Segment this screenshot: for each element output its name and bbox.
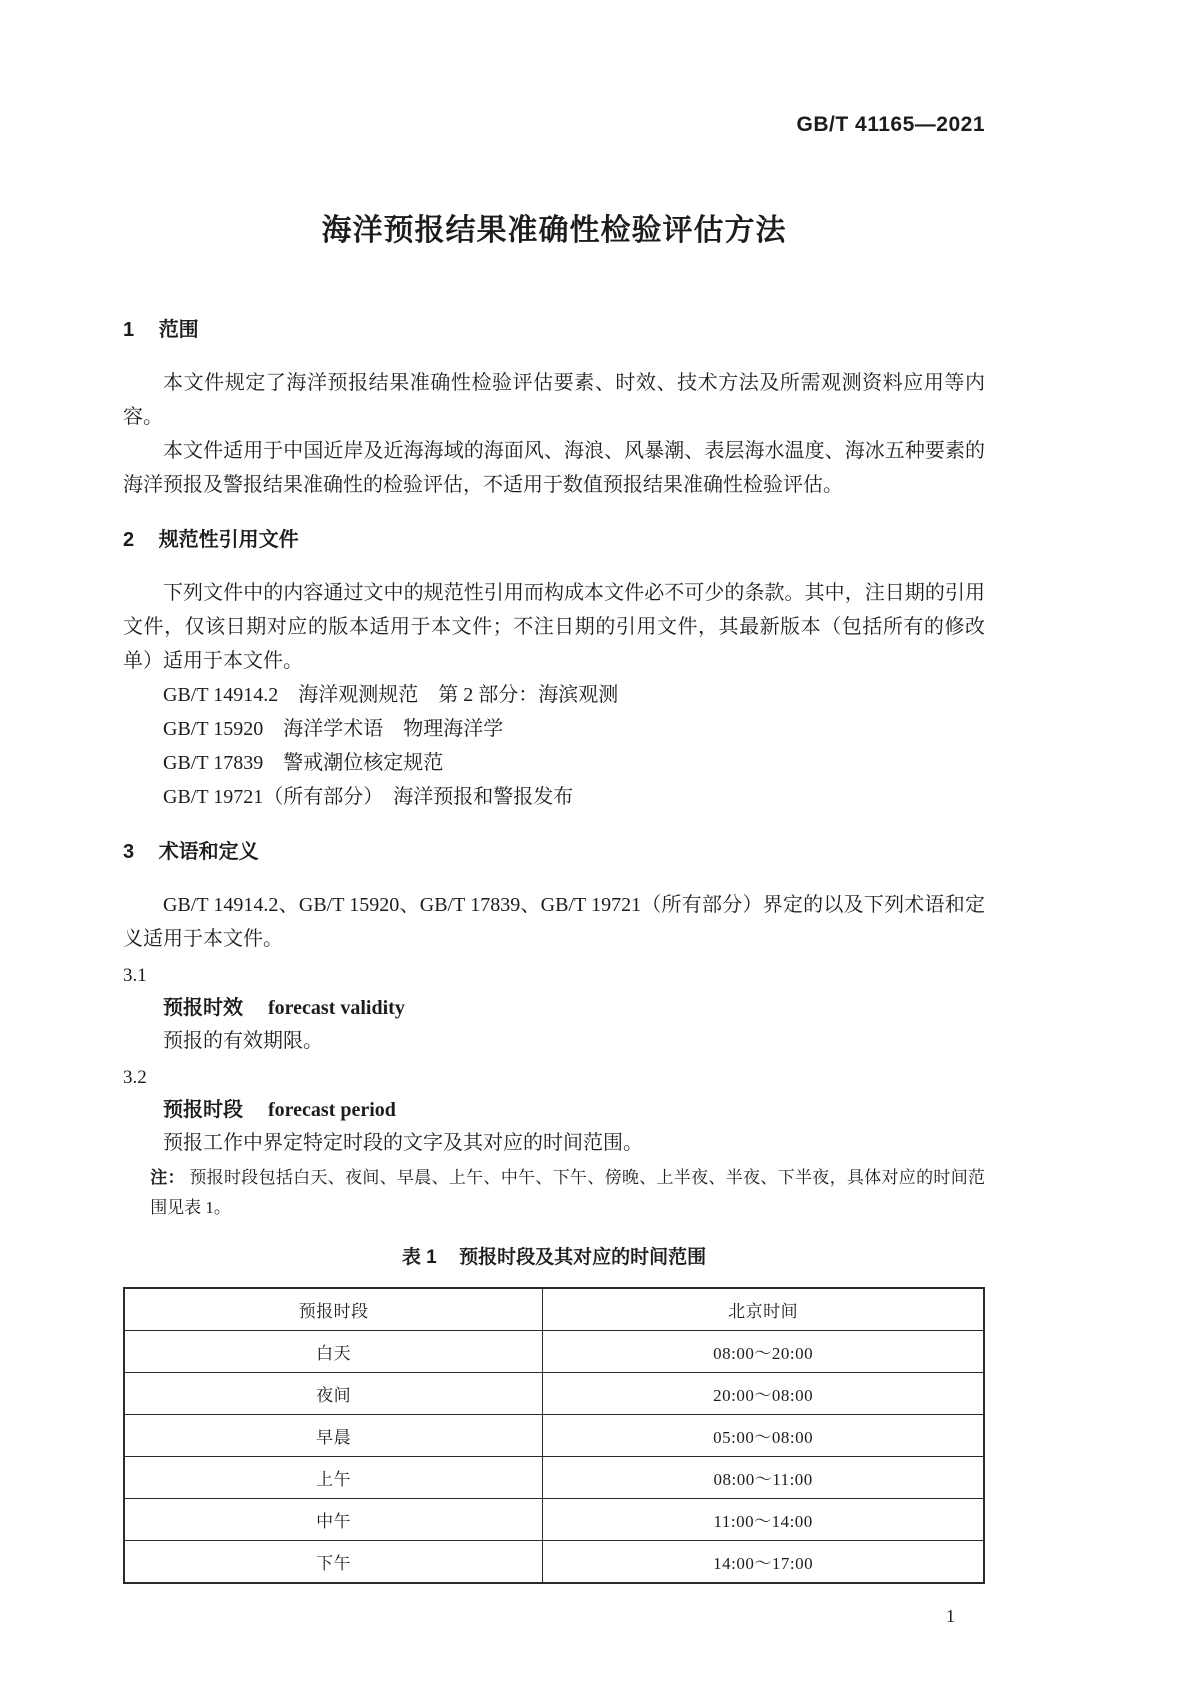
table-cell: 08:00～20:00 <box>543 1331 984 1373</box>
table-row <box>124 1499 984 1541</box>
section-title: 规范性引用文件 <box>158 529 299 551</box>
table-cell: 11:00～14:00 <box>543 1499 984 1541</box>
table-header-row <box>124 1288 984 1331</box>
section-title: 范围 <box>158 319 199 341</box>
term-name-en: forecast validity <box>268 997 405 1019</box>
table-caption <box>123 1245 985 1271</box>
term-name-zh: 预报时效 <box>163 997 243 1019</box>
term-number: 3.1 <box>123 965 147 986</box>
table-caption-text: 预报时段及其对应的时间范围 <box>459 1247 707 1268</box>
term-number: 3.2 <box>123 1067 147 1088</box>
section-normative-references <box>123 526 985 814</box>
reference-item: GB/T 15920 海洋学术语 物理海洋学 <box>163 718 504 740</box>
term-name-zh: 预报时段 <box>163 1099 243 1121</box>
reference-item: GB/T 17839 警戒潮位核定规范 <box>163 752 444 774</box>
table-row <box>124 1331 984 1373</box>
forecast-period-table <box>123 1287 985 1584</box>
section-number: 2 <box>123 529 135 551</box>
note-text: 预报时段包括白天、夜间、早晨、上午、中午、下午、傍晚、上半夜、半夜、下半夜，具体对应的时间范围见表 1。 <box>150 1168 986 1217</box>
document-header <box>123 112 985 138</box>
term-name <box>163 1094 985 1127</box>
paragraph: 本文件适用于中国近岸及近海海域的海面风、海浪、风暴潮、表层海水温度、海冰五种要素的海洋预报及警报结果准确性的检验评估，不适用于数值预报结果准确性检验评估。 <box>123 440 985 496</box>
section-scope-heading <box>123 316 985 344</box>
table-cell: 下午 <box>124 1541 543 1584</box>
term-definition: 预报的有效期限。 <box>163 1030 323 1052</box>
table-row <box>124 1415 984 1457</box>
paragraph: 本文件规定了海洋预报结果准确性检验评估要素、时效、技术方法及所需观测资料应用等内容。 <box>123 372 985 428</box>
section-scope <box>123 316 985 502</box>
table-header-cell: 预报时段 <box>124 1288 543 1331</box>
table-row <box>124 1373 984 1415</box>
term-note <box>150 1163 985 1223</box>
reference-item: GB/T 19721（所有部分） 海洋预报和警报发布 <box>163 786 574 808</box>
table-row <box>124 1541 984 1584</box>
term-name-en: forecast period <box>268 1099 396 1121</box>
table-cell: 上午 <box>124 1457 543 1499</box>
table-cell: 08:00～11:00 <box>543 1457 984 1499</box>
page-number: 1 <box>946 1606 955 1626</box>
section-terms-heading <box>123 838 985 866</box>
section-terms-definitions <box>123 838 985 1223</box>
standard-number: GB/T 41165—2021 <box>796 113 985 136</box>
section-number: 1 <box>123 319 135 341</box>
note-label: 注： <box>150 1168 185 1187</box>
paragraph: 下列文件中的内容通过文中的规范性引用而构成本文件必不可少的条款。其中，注日期的引用文件，仅该日期对应的版本适用于本文件；不注日期的引用文件，其最新版本（包括所有的修改单）适用于本文件。 <box>123 582 985 672</box>
term-name <box>163 992 985 1025</box>
table-cell: 夜间 <box>124 1373 543 1415</box>
reference-item: GB/T 14914.2 海洋观测规范 第 2 部分：海滨观测 <box>163 684 619 706</box>
table-header-cell: 北京时间 <box>543 1288 984 1331</box>
section-number: 3 <box>123 841 135 863</box>
table-row <box>124 1457 984 1499</box>
table-cell: 20:00～08:00 <box>543 1373 984 1415</box>
table-1-block <box>123 1245 985 1584</box>
page-footer <box>123 1604 985 1628</box>
paragraph: GB/T 14914.2、GB/T 15920、GB/T 17839、GB/T 19721（所有部分）界定的以及下列术语和定义适用于本文件。 <box>123 894 985 950</box>
table-cell: 14:00～17:00 <box>543 1541 984 1584</box>
document-title: 海洋预报结果准确性检验评估方法 <box>321 214 787 247</box>
term-entry-3-1 <box>123 959 985 1058</box>
table-cell: 05:00～08:00 <box>543 1415 984 1457</box>
term-entry-3-2 <box>123 1061 985 1223</box>
section-title: 术语和定义 <box>158 841 259 863</box>
table-cell: 白天 <box>124 1331 543 1373</box>
table-cell: 早晨 <box>124 1415 543 1457</box>
table-caption-label: 表 1 <box>401 1247 437 1268</box>
section-normative-references-heading <box>123 526 985 554</box>
term-definition: 预报工作中界定特定时段的文字及其对应的时间范围。 <box>163 1132 643 1154</box>
table-cell: 中午 <box>124 1499 543 1541</box>
